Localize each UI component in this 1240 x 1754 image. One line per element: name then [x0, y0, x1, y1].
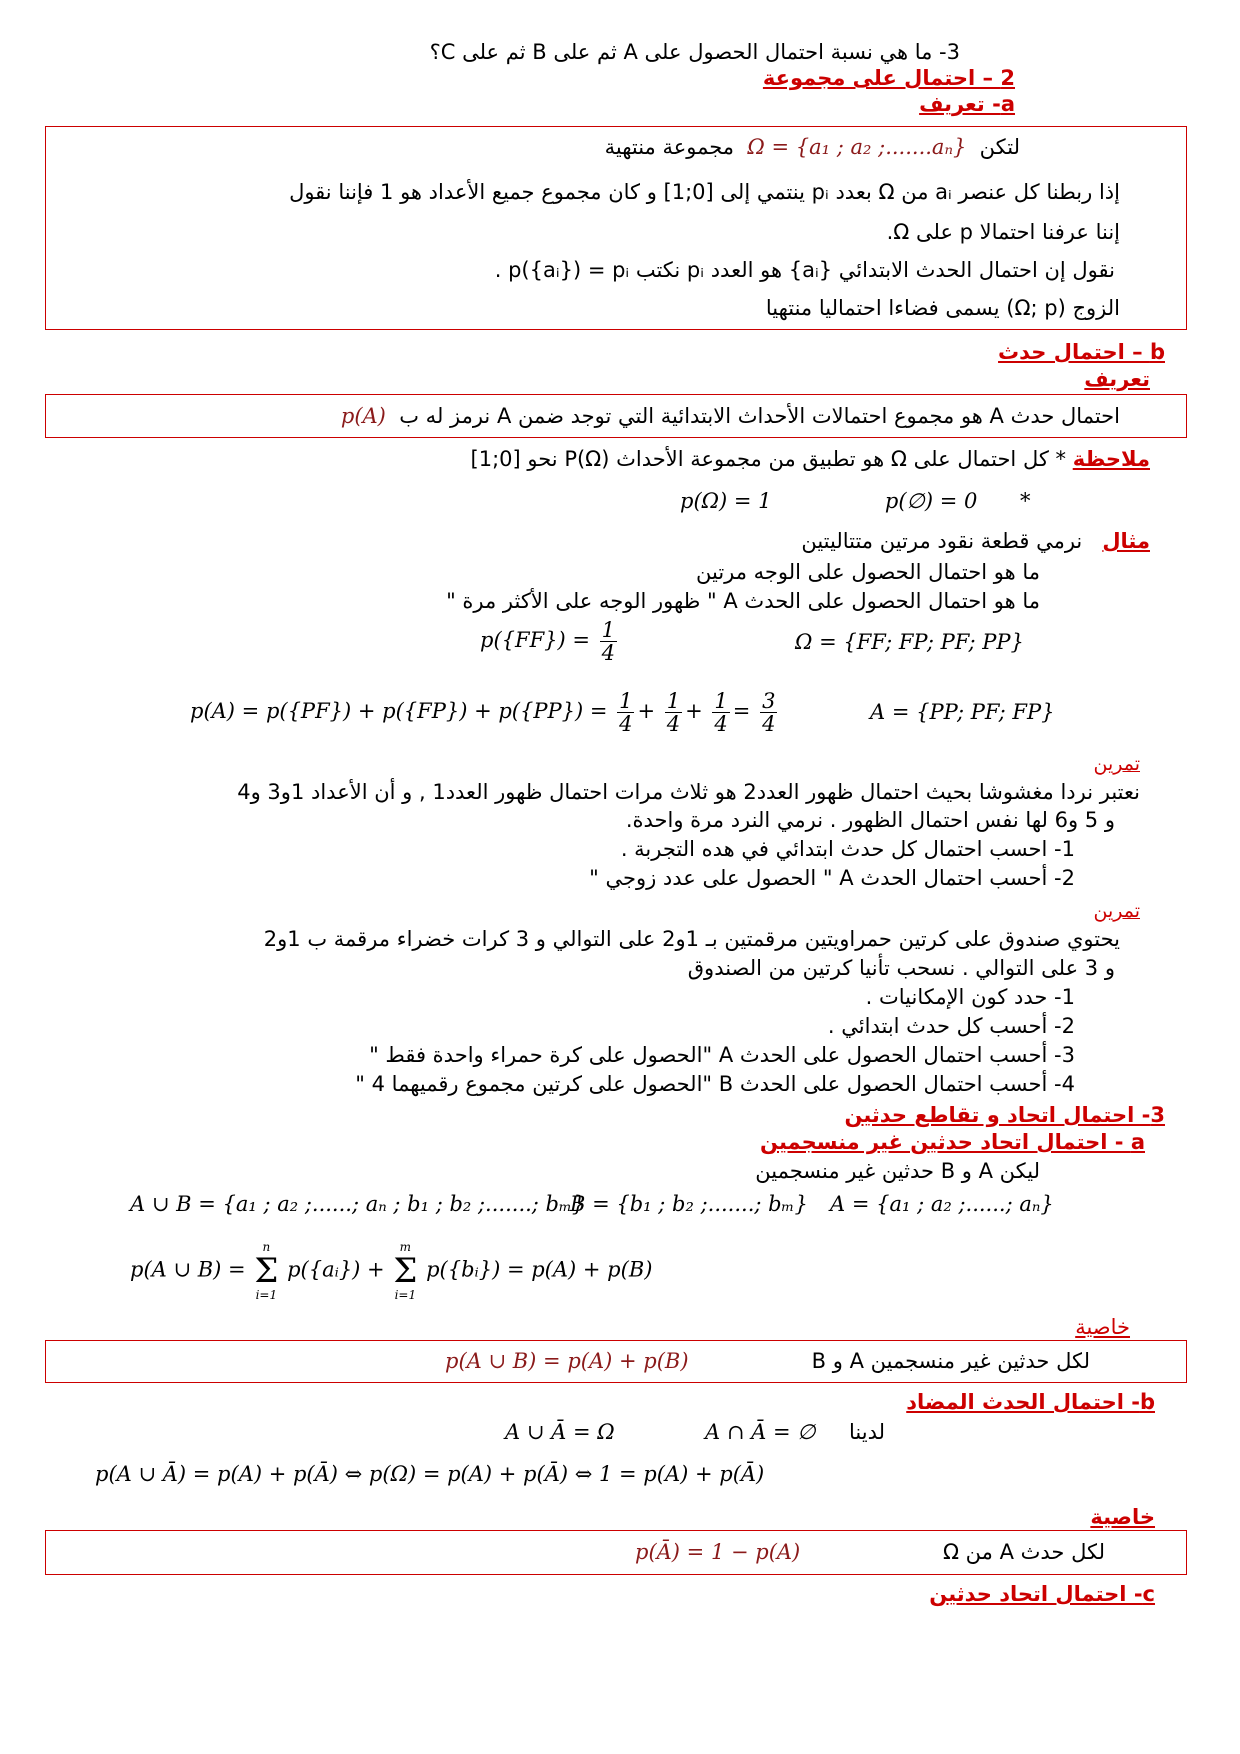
def1-line2: إذا ربطنا كل عنصر aᵢ من Ω بعدد pᵢ ينتمي إلى [0;1] و كان مجموع جميع الأعداد هو 1 فإننا نقول: [289, 180, 1120, 204]
complement-equivalence: p(A ∪ Ā) = p(A) + p(Ā) ⇔ p(Ω) = p(A) + p(Ā) ⇔ 1 = p(A) + p(Ā): [95, 1462, 765, 1486]
section-3a-heading: a - احتمال اتحاد حدثين غير منسجمين: [760, 1130, 1145, 1154]
ex2-line5: 3- أحسب احتمال الحصول على الحدث A "الحصول على كرة حمراء واحدة فقط ": [369, 1043, 1075, 1067]
fraction-1-4: [712, 690, 729, 735]
question-3: 3- ما هي نسبة احتمال الحصول على A ثم على B ثم على C؟: [429, 40, 960, 64]
B-set: B = {b₁ ; b₂ ;.......; bₘ}: [570, 1192, 808, 1216]
property-2-label: خاصية: [1090, 1505, 1155, 1529]
example-line2: ما هو احتمال الحصول على الوجه مرتين: [696, 560, 1040, 584]
sum-symbol-m: m Σ i=1: [393, 1240, 418, 1302]
A-union-Abar: A ∪ Ā = Ω: [505, 1420, 615, 1444]
frac-den: 4: [666, 712, 681, 736]
prop2-math: p(Ā) = 1 − p(A): [635, 1540, 801, 1564]
frac-num: 1: [619, 689, 633, 713]
sum-top: n: [262, 1240, 271, 1254]
sum-top: m: [399, 1240, 412, 1254]
frac-num: 3: [762, 689, 776, 713]
section-2-heading: 2 – احتمال على مجموعة: [762, 66, 1015, 90]
note-line1: [471, 445, 1151, 473]
fraction-1-4: [600, 619, 617, 664]
def1-line1: [605, 133, 1020, 161]
section-3c-heading: c- احتمال اتحاد حدثين: [929, 1582, 1155, 1606]
A-set: A = {PP; PF; FP}: [870, 700, 1055, 724]
frac-num: 1: [601, 618, 616, 642]
p-A-formula: p(A) = p({PF}) + p({FP}) + p({PP}) = $\frac{1}{4}$ + $\frac{1}{4}$ + $\frac{1}{4}$ = $\frac{3}{4}$: [190, 689, 776, 736]
def1-line5: الزوج (Ω; p) يسمى فضاءا احتماليا منتهيا: [765, 296, 1120, 320]
frac-num: 1: [714, 689, 728, 713]
example-text1: نرمي قطعة نقود مرتين متتاليتين: [801, 529, 1083, 553]
section-3b-heading: b- احتمال الحدث المضاد: [906, 1390, 1155, 1414]
note-label: ملاحظة: [1072, 447, 1150, 471]
def2-math: p(A): [340, 404, 386, 428]
s3a-line1: ليكن A و B حدثين غير منسجمين: [755, 1159, 1040, 1183]
note-line2: p(Ω) = 1 p(∅) = 0 *: [680, 489, 1031, 513]
example-line1: [801, 527, 1150, 555]
frac-den: 4: [762, 712, 776, 736]
fraction-1-4: [665, 690, 682, 735]
frac-num: 1: [666, 689, 681, 713]
ex2-line6: 4- أحسب احتمال الحصول على الحدث B "الحصول على كرتين مجموع رقميهما 4 ": [355, 1072, 1075, 1096]
def1-l1-math: Ω = {a₁ ; a₂ ;.......aₙ}: [747, 135, 967, 159]
ex1-line2: و 5 و6 لها نفس احتمال الظهور . نرمي النرد مرة واحدة.: [625, 808, 1115, 832]
definition-label: تعريف: [1084, 367, 1150, 391]
note-text: * كل احتمال على Ω هو تطبيق من مجموعة الأحداث P(Ω) نحو [0;1]: [470, 447, 1067, 471]
exercise-2-label: تمرين: [1093, 900, 1140, 922]
sum-term-b: p({bᵢ}) = p(A) + p(B): [426, 1257, 653, 1282]
frac-den: 4: [619, 712, 633, 736]
example-label: مثال: [1102, 529, 1150, 553]
prop1-text: لكل حدثين غير منسجمين A و B: [811, 1349, 1090, 1373]
omega-set: Ω = {FF; FP; PF; PP}: [795, 630, 1024, 654]
frac-den: 4: [714, 712, 728, 736]
A-union-B-set: A ∪ B = {a₁ ; a₂ ;......; aₙ ; b₁ ; b₂ ;.......; bₘ}: [130, 1192, 586, 1216]
p-omega-eq-1: p(Ω) = 1: [680, 489, 772, 513]
prop2-text: لكل حدث A من Ω: [942, 1540, 1105, 1564]
sum-bottom: i=1: [394, 1288, 417, 1302]
A-inter-Abar: A ∩ Ā = ∅: [705, 1420, 816, 1444]
def1-line4: نقول إن احتمال الحدث الابتدائي {aᵢ} هو العدد pᵢ نكتب p({aᵢ}) = pᵢ .: [494, 258, 1115, 282]
def1-l1-tail: مجموعة منتهية: [604, 135, 735, 159]
sum-symbol-n: n Σ i=1: [254, 1240, 279, 1302]
ex2-line4: 2- أحسب كل حدث ابتدائي .: [827, 1014, 1075, 1038]
property-1-label: خاصية: [1075, 1315, 1130, 1339]
prop1-math: p(A ∪ B) = p(A) + p(B): [445, 1349, 689, 1373]
def2-text: احتمال حدث A هو مجموع احتمالات الأحداث الابتدائية التي توجد ضمن A نرمز له ب: [399, 404, 1120, 428]
p-ff-label: p({FF}) =: [480, 628, 590, 652]
sum-term-a: p({aᵢ}) +: [287, 1257, 385, 1282]
A-set-general: A = {a₁ ; a₂ ;......; aₙ}: [830, 1192, 1054, 1216]
section-3-heading: 3- احتمال اتحاد و تقاطع حدثين: [844, 1103, 1165, 1127]
sum-bottom: i=1: [255, 1288, 278, 1302]
ex2-line1: يحتوي صندوق على كرتين حمراويتين مرقمتين بـ 1و2 على التوالي و 3 كرات خضراء مرقمة ب 1و2: [263, 927, 1120, 951]
p-union-label: p(A ∪ B) =: [130, 1257, 246, 1282]
fraction-1-4: [617, 690, 634, 735]
section-2a-heading: a- تعريف: [919, 92, 1015, 116]
section-2b-heading: b – احتمال حدث: [998, 340, 1165, 364]
union-sum-formula: [130, 1240, 652, 1302]
fraction-3-4: [760, 690, 777, 735]
ladayna-label: لدينا: [848, 1420, 885, 1444]
frac-den: 4: [601, 641, 616, 665]
def1-line3: إننا عرفنا احتمالا p على Ω.: [886, 220, 1120, 244]
p-ff-formula: [480, 618, 620, 664]
ex1-line4: 2- أحسب احتمال الحدث A " الحصول على عدد زوجي ": [589, 866, 1075, 890]
ex2-line2: و 3 على التوالي . نسحب تأنيا كرتين من الصندوق: [687, 956, 1115, 980]
ex2-line3: 1- حدد كون الإمكانيات .: [865, 985, 1075, 1009]
ex1-line1: نعتبر نردا مغشوشا بحيث احتمال ظهور العدد2 هو ثلاث مرات احتمال ظهور العدد1 , و أن الأعداد 1و3 و4: [237, 780, 1140, 804]
exercise-1-label: تمرين: [1093, 753, 1140, 775]
p-A-label: p(A) = p({PF}) + p({FP}) + p({PP}) =: [190, 699, 608, 723]
p-empty-eq-0: p(∅) = 0: [884, 489, 978, 513]
example-line3: ما هو احتمال الحصول على الحدث A " ظهور الوجه على الأكثر مرة ": [446, 589, 1040, 613]
def1-l1-text: لتكن: [979, 135, 1020, 159]
def2-line: [341, 402, 1120, 430]
ex1-line3: 1- احسب احتمال كل حدث ابتدائي في هده التجربة .: [620, 837, 1075, 861]
